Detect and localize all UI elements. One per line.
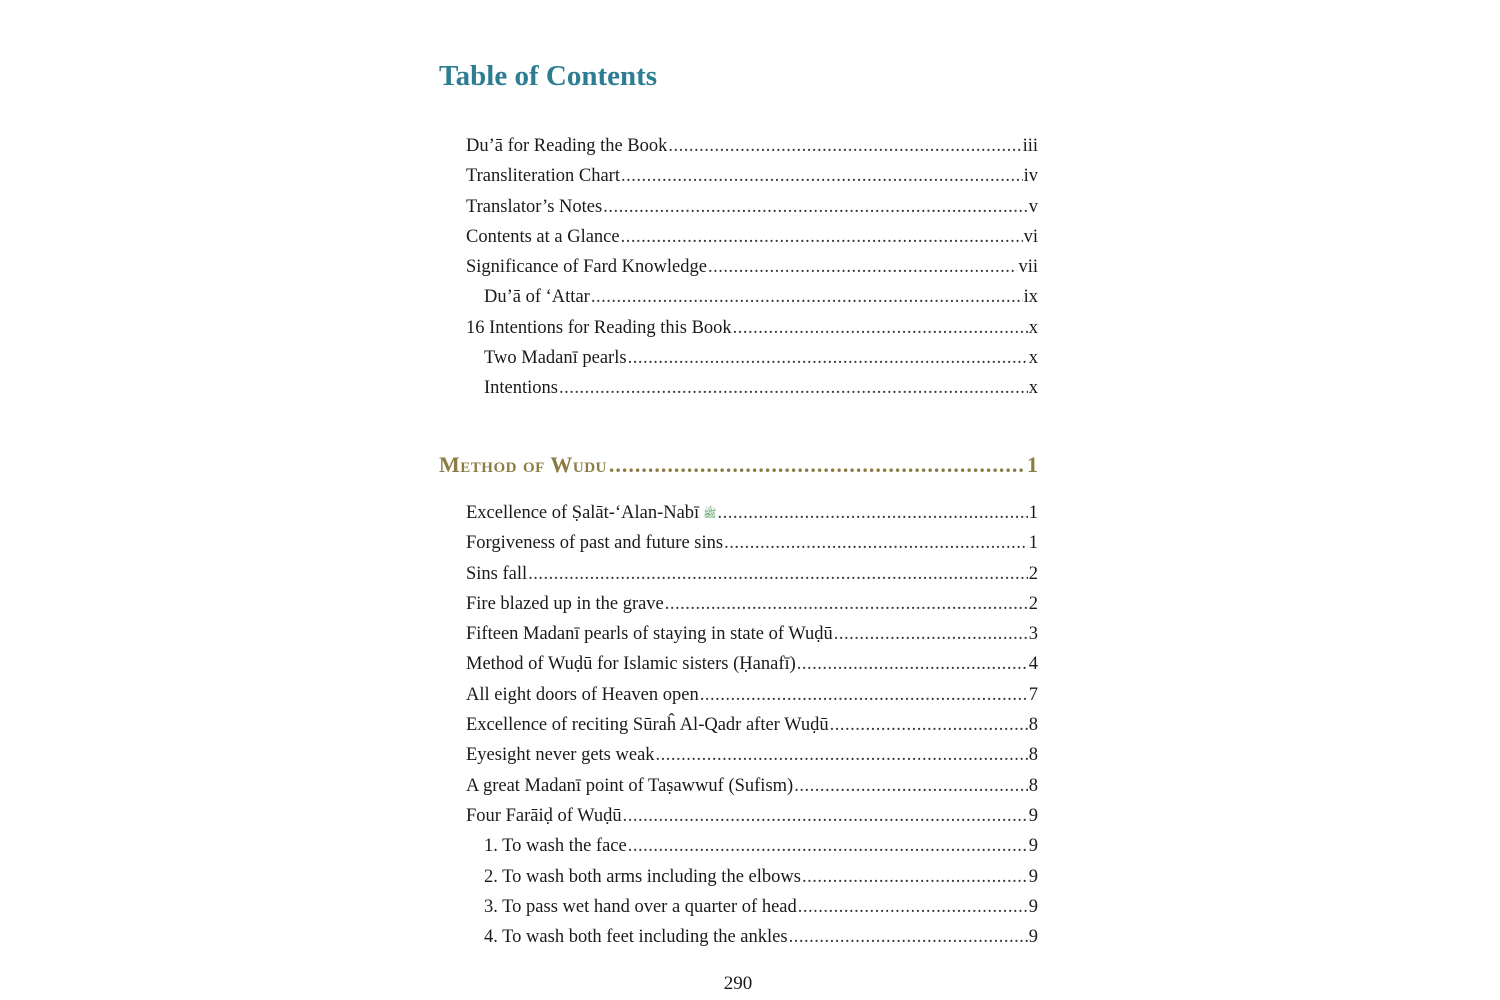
dot-leader — [668, 131, 1021, 161]
toc-entry[interactable] — [466, 161, 1038, 191]
entry-title: Excellence of reciting Sūraĥ Al-Qadr after Wuḍū — [466, 715, 829, 736]
entry-title: Forgiveness of past and future sins — [466, 533, 724, 554]
toc-subentry[interactable] — [466, 862, 1038, 892]
dot-leader — [789, 922, 1028, 952]
dot-leader — [665, 589, 1028, 619]
front-matter-list — [466, 131, 1038, 404]
toc-subentry[interactable] — [466, 343, 1038, 373]
toc-entry[interactable] — [466, 222, 1038, 252]
dot-leader — [609, 452, 1025, 478]
entry-page-number: 9 — [1028, 836, 1038, 857]
salawat-calligraphy-icon: ﷺ — [703, 506, 717, 520]
toc-entry[interactable] — [466, 589, 1038, 619]
entry-title: Transliteration Chart — [466, 166, 620, 187]
entry-page-number: 4 — [1028, 654, 1038, 675]
toc-subentry[interactable] — [466, 922, 1038, 952]
dot-leader — [797, 649, 1028, 679]
toc-entry[interactable] — [466, 619, 1038, 649]
dot-leader — [733, 313, 1028, 343]
entry-page-number: 9 — [1028, 927, 1038, 948]
entry-page-number: iv — [1023, 166, 1038, 187]
entry-page-number: x — [1028, 348, 1038, 369]
entry-page-number: 2 — [1028, 563, 1038, 584]
dot-leader — [802, 862, 1028, 892]
dot-leader — [794, 771, 1028, 801]
toc-entry[interactable] — [466, 498, 1038, 528]
dot-leader — [700, 680, 1028, 710]
page-number: 290 — [723, 973, 753, 994]
entry-title-text: Excellence of Ṣalāt-‘Alan-Nabī — [466, 503, 700, 523]
entry-title: Sins fall — [466, 563, 528, 584]
dot-leader — [830, 710, 1028, 740]
entry-title: Method of Wuḍū for Islamic sisters (Ḥanafī) — [466, 654, 796, 675]
toc-entry[interactable] — [466, 710, 1038, 740]
toc-entry[interactable] — [466, 131, 1038, 161]
entry-page-number: 8 — [1028, 745, 1038, 766]
entry-title: Fifteen Madanī pearls of staying in state of Wuḍū — [466, 624, 833, 645]
toc-entry[interactable] — [466, 559, 1038, 589]
dot-leader — [603, 192, 1028, 222]
dot-leader — [591, 282, 1023, 312]
entry-page-number: ix — [1023, 287, 1038, 308]
entry-title: Intentions — [484, 378, 558, 399]
chapter-page-number: 1 — [1027, 452, 1038, 477]
entry-title: Fire blazed up in the grave — [466, 593, 664, 614]
dot-leader — [708, 252, 1018, 282]
entry-page-number: 9 — [1028, 896, 1038, 917]
dot-leader — [628, 343, 1028, 373]
entry-title: Translator’s Notes — [466, 196, 603, 217]
entry-page-number: 1 — [1028, 503, 1038, 523]
entry-page-number: 7 — [1028, 684, 1038, 705]
toc-subentry[interactable] — [466, 282, 1038, 312]
entry-title: 16 Intentions for Reading this Book — [466, 317, 732, 338]
entry-title: Significance of Fard Knowledge — [466, 257, 707, 278]
toc-entry[interactable] — [466, 740, 1038, 770]
entry-page-number: x — [1028, 378, 1038, 399]
entry-title: Contents at a Glance — [466, 226, 620, 247]
entry-title: Du’ā for Reading the Book — [466, 136, 668, 156]
entry-title: 4. To wash both feet including the ankles — [484, 927, 788, 948]
entry-title: All eight doors of Heaven open — [466, 684, 699, 705]
entry-title: Du’ā of ‘Attar — [484, 287, 590, 308]
entry-title: 1. To wash the face — [484, 836, 627, 857]
entry-page-number: vii — [1018, 257, 1038, 278]
toc-subentry[interactable] — [466, 892, 1038, 922]
entry-title: Four Farāiḍ of Wuḍū — [466, 805, 622, 826]
dot-leader — [623, 801, 1028, 831]
toc-subentry[interactable] — [466, 831, 1038, 861]
entry-page-number: iii — [1022, 136, 1038, 156]
dot-leader — [528, 559, 1028, 589]
entry-page-number: x — [1028, 317, 1038, 338]
entry-title: Eyesight never gets weak — [466, 745, 655, 766]
entry-page-number: 9 — [1028, 866, 1038, 887]
toc-subentry[interactable] — [466, 373, 1038, 403]
toc-entry[interactable] — [466, 252, 1038, 282]
chapter-heading[interactable] — [439, 452, 1038, 478]
chapter-title: Method of Wudu — [439, 452, 607, 477]
entry-page-number: v — [1028, 196, 1038, 217]
toc-entry[interactable] — [466, 528, 1038, 558]
entry-page-number: 9 — [1028, 805, 1038, 826]
dot-leader — [798, 892, 1028, 922]
dot-leader — [724, 528, 1028, 558]
toc-entry[interactable] — [466, 649, 1038, 679]
dot-leader — [656, 740, 1028, 770]
dot-leader — [628, 831, 1028, 861]
entry-title: 2. To wash both arms including the elbows — [484, 866, 801, 887]
chapter-entries-list — [466, 498, 1038, 952]
toc-entry[interactable] — [466, 192, 1038, 222]
entry-page-number: 8 — [1028, 715, 1038, 736]
entry-page-number: 1 — [1028, 533, 1038, 554]
entry-title: 3. To pass wet hand over a quarter of head — [484, 896, 797, 917]
entry-title — [466, 498, 717, 528]
toc-entry[interactable] — [466, 680, 1038, 710]
entry-page-number: 3 — [1028, 624, 1038, 645]
entry-page-number: 8 — [1028, 775, 1038, 796]
dot-leader — [621, 161, 1023, 191]
toc-entry[interactable] — [466, 313, 1038, 343]
dot-leader — [718, 498, 1028, 528]
entry-page-number: 2 — [1028, 593, 1038, 614]
dot-leader — [559, 373, 1028, 403]
dot-leader — [834, 619, 1028, 649]
toc-entry[interactable] — [466, 801, 1038, 831]
dot-leader — [621, 222, 1023, 252]
toc-entry[interactable] — [466, 771, 1038, 801]
entry-title: Two Madanī pearls — [484, 348, 627, 369]
entry-page-number: vi — [1023, 226, 1038, 247]
entry-title: A great Madanī point of Taṣawwuf (Sufism) — [466, 775, 794, 796]
page-title: Table of Contents — [439, 60, 658, 92]
